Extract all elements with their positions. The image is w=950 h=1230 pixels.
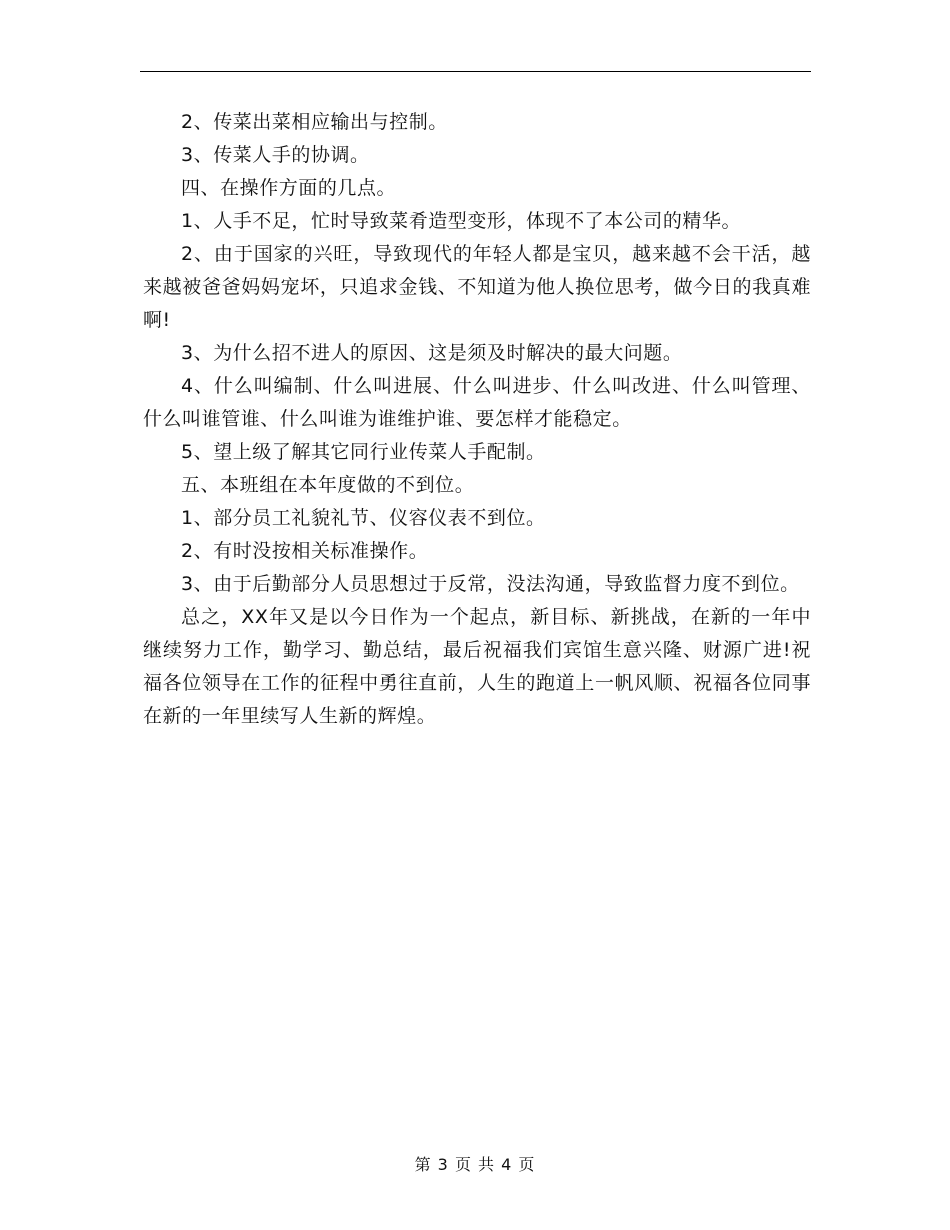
paragraph-7: 5、望上级了解其它同行业传菜人手配制。	[181, 441, 546, 463]
section-heading-4: 四、在操作方面的几点。	[181, 177, 397, 199]
paragraph-10: 3、由于后勤部分人员思想过于反常，没法沟通，导致监督力度不到位。	[181, 573, 800, 595]
paragraph-6: 4、什么叫编制、什么叫进展、什么叫进步、什么叫改进、什么叫管理、什么叫谁管谁、什么叫谁为谁维护谁、要怎样才能稳定。	[143, 375, 811, 430]
paragraph-5: 3、为什么招不进人的原因、这是须及时解决的最大问题。	[181, 342, 683, 364]
paragraph-3: 1、人手不足，忙时导致菜肴造型变形，体现不了本公司的精华。	[181, 210, 742, 232]
paragraph-2: 3、传菜人手的协调。	[181, 144, 370, 166]
header-rule	[140, 71, 811, 72]
paragraph-1: 2、传菜出菜相应输出与控制。	[181, 111, 448, 133]
paragraph-8: 1、部分员工礼貌礼节、仪容仪表不到位。	[181, 507, 546, 529]
closing-paragraph: 总之，XX年又是以今日作为一个起点，新目标、新挑战，在新的一年中继续努力工作，勤学习、勤总结，最后祝福我们宾馆生意兴隆、财源广进!祝福各位领导在工作的征程中勇往直前，人生的跑道上一帆风顺、祝福各位同事在新的一年里续写人生新的辉煌。	[143, 606, 811, 727]
paragraph-4: 2、由于国家的兴旺，导致现代的年轻人都是宝贝，越来越不会干活，越来越被爸爸妈妈宠坏，只追求金钱、不知道为他人换位思考，做今日的我真难啊!	[143, 243, 811, 331]
section-heading-5: 五、本班组在本年度做的不到位。	[181, 474, 475, 496]
document-body	[143, 106, 811, 733]
paragraph-9: 2、有时没按相关标准操作。	[181, 540, 429, 562]
page-number: 第 3 页 共 4 页	[414, 1155, 536, 1174]
